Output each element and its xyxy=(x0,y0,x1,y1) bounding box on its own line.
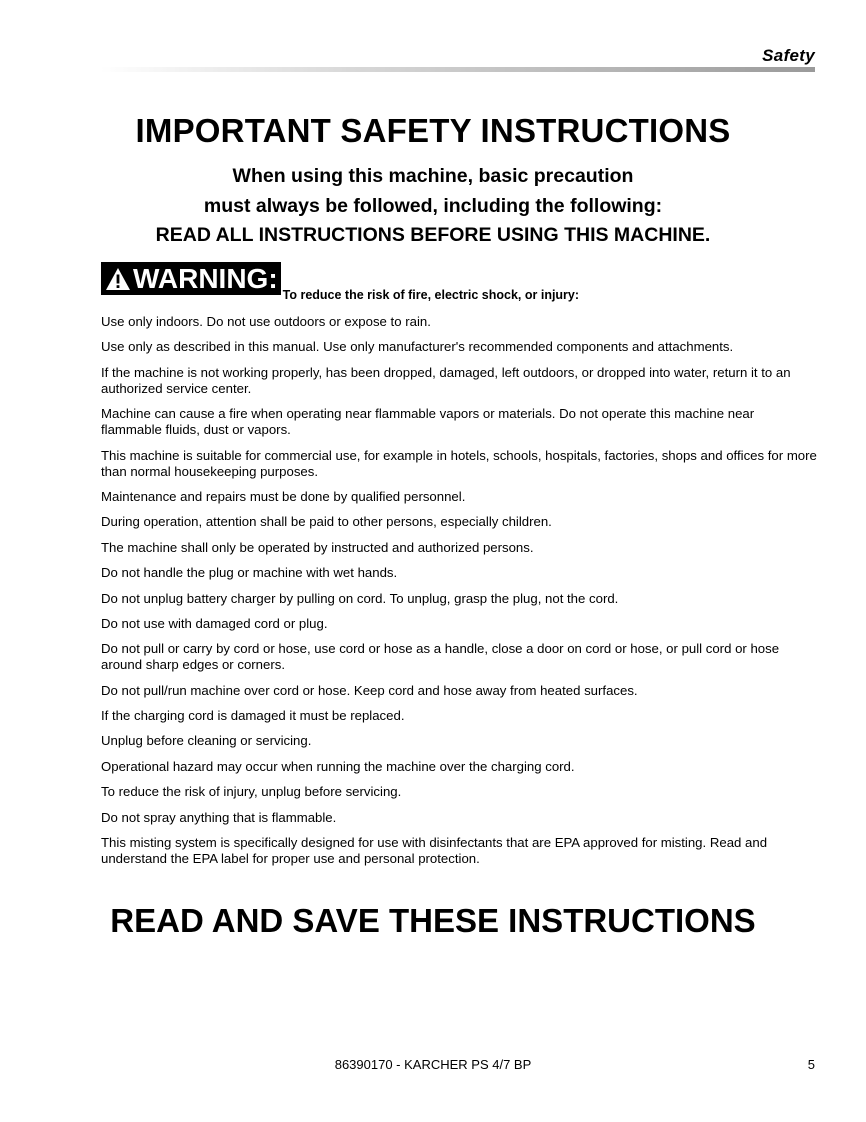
list-item: Do not use with damaged cord or plug. xyxy=(101,615,328,631)
list-item: Do not pull or carry by cord or hose, use cord or hose as a handle, close a door on cord or hose, or pull cord or hose around sharp edges or corners. xyxy=(101,641,780,673)
list-item: To reduce the risk of injury, unplug before servicing. xyxy=(101,784,402,800)
section-header: Safety xyxy=(762,46,815,65)
list-item: This machine is suitable for commercial use, for example in hotels, schools, hospitals, factories, shops and offices for more than normal housekeeping purposes. xyxy=(101,447,817,479)
list-item: Use only indoors. Do not use outdoors or expose to rain. xyxy=(101,314,431,329)
safety-instructions-list xyxy=(101,314,817,876)
warning-label: WARNING: xyxy=(133,262,278,294)
list-item: During operation, attention shall be paid to other persons, especially children. xyxy=(101,514,552,530)
header-rule xyxy=(100,67,815,72)
subtitle-line-2: must always be followed, including the following: xyxy=(203,195,663,217)
list-item: Do not spray anything that is flammable. xyxy=(101,809,337,825)
list-item: This misting system is specifically designed for use with disinfectants that are EPA approved for misting. Read and understand the EPA label for proper use and personal protection. xyxy=(101,835,768,867)
list-item: If the machine is not working properly, has been dropped, damaged, left outdoors, or dropped into water, return it to an authorized service center. xyxy=(101,364,791,396)
list-item: Do not pull/run machine over cord or hose. Keep cord and hose away from heated surfaces. xyxy=(101,682,638,698)
list-item: Use only as described in this manual. Use only manufacturer's recommended components and attachments. xyxy=(101,339,734,355)
list-item: Machine can cause a fire when operating near flammable vapors or materials. Do not operate this machine near flammable fluids, dust or vapors. xyxy=(101,406,755,438)
warning-badge xyxy=(101,262,281,295)
subtitle-line-1: When using this machine, basic precaution xyxy=(232,165,634,187)
footer-document-id: 86390170 - KARCHER PS 4/7 BP xyxy=(334,1057,532,1072)
closing-heading: READ AND SAVE THESE INSTRUCTIONS xyxy=(110,902,756,939)
list-item: Do not handle the plug or machine with wet hands. xyxy=(101,565,398,581)
list-item: The machine shall only be operated by instructed and authorized persons. xyxy=(101,539,534,555)
page-number: 5 xyxy=(807,1057,815,1072)
list-item: Operational hazard may occur when running the machine over the charging cord. xyxy=(101,758,575,774)
warning-row xyxy=(101,262,580,302)
subtitle-line-3: READ ALL INSTRUCTIONS BEFORE USING THIS MACHINE. xyxy=(155,224,711,246)
list-item: Unplug before cleaning or servicing. xyxy=(101,733,312,749)
warning-text: To reduce the risk of fire, electric shock, or injury: xyxy=(282,288,580,302)
list-item: Do not unplug battery charger by pulling on cord. To unplug, grasp the plug, not the cord. xyxy=(101,590,619,606)
warning-triangle-icon xyxy=(105,267,131,291)
list-item: If the charging cord is damaged it must be replaced. xyxy=(101,708,405,724)
page-title: IMPORTANT SAFETY INSTRUCTIONS xyxy=(135,112,731,149)
list-item: Maintenance and repairs must be done by qualified personnel. xyxy=(101,488,466,504)
